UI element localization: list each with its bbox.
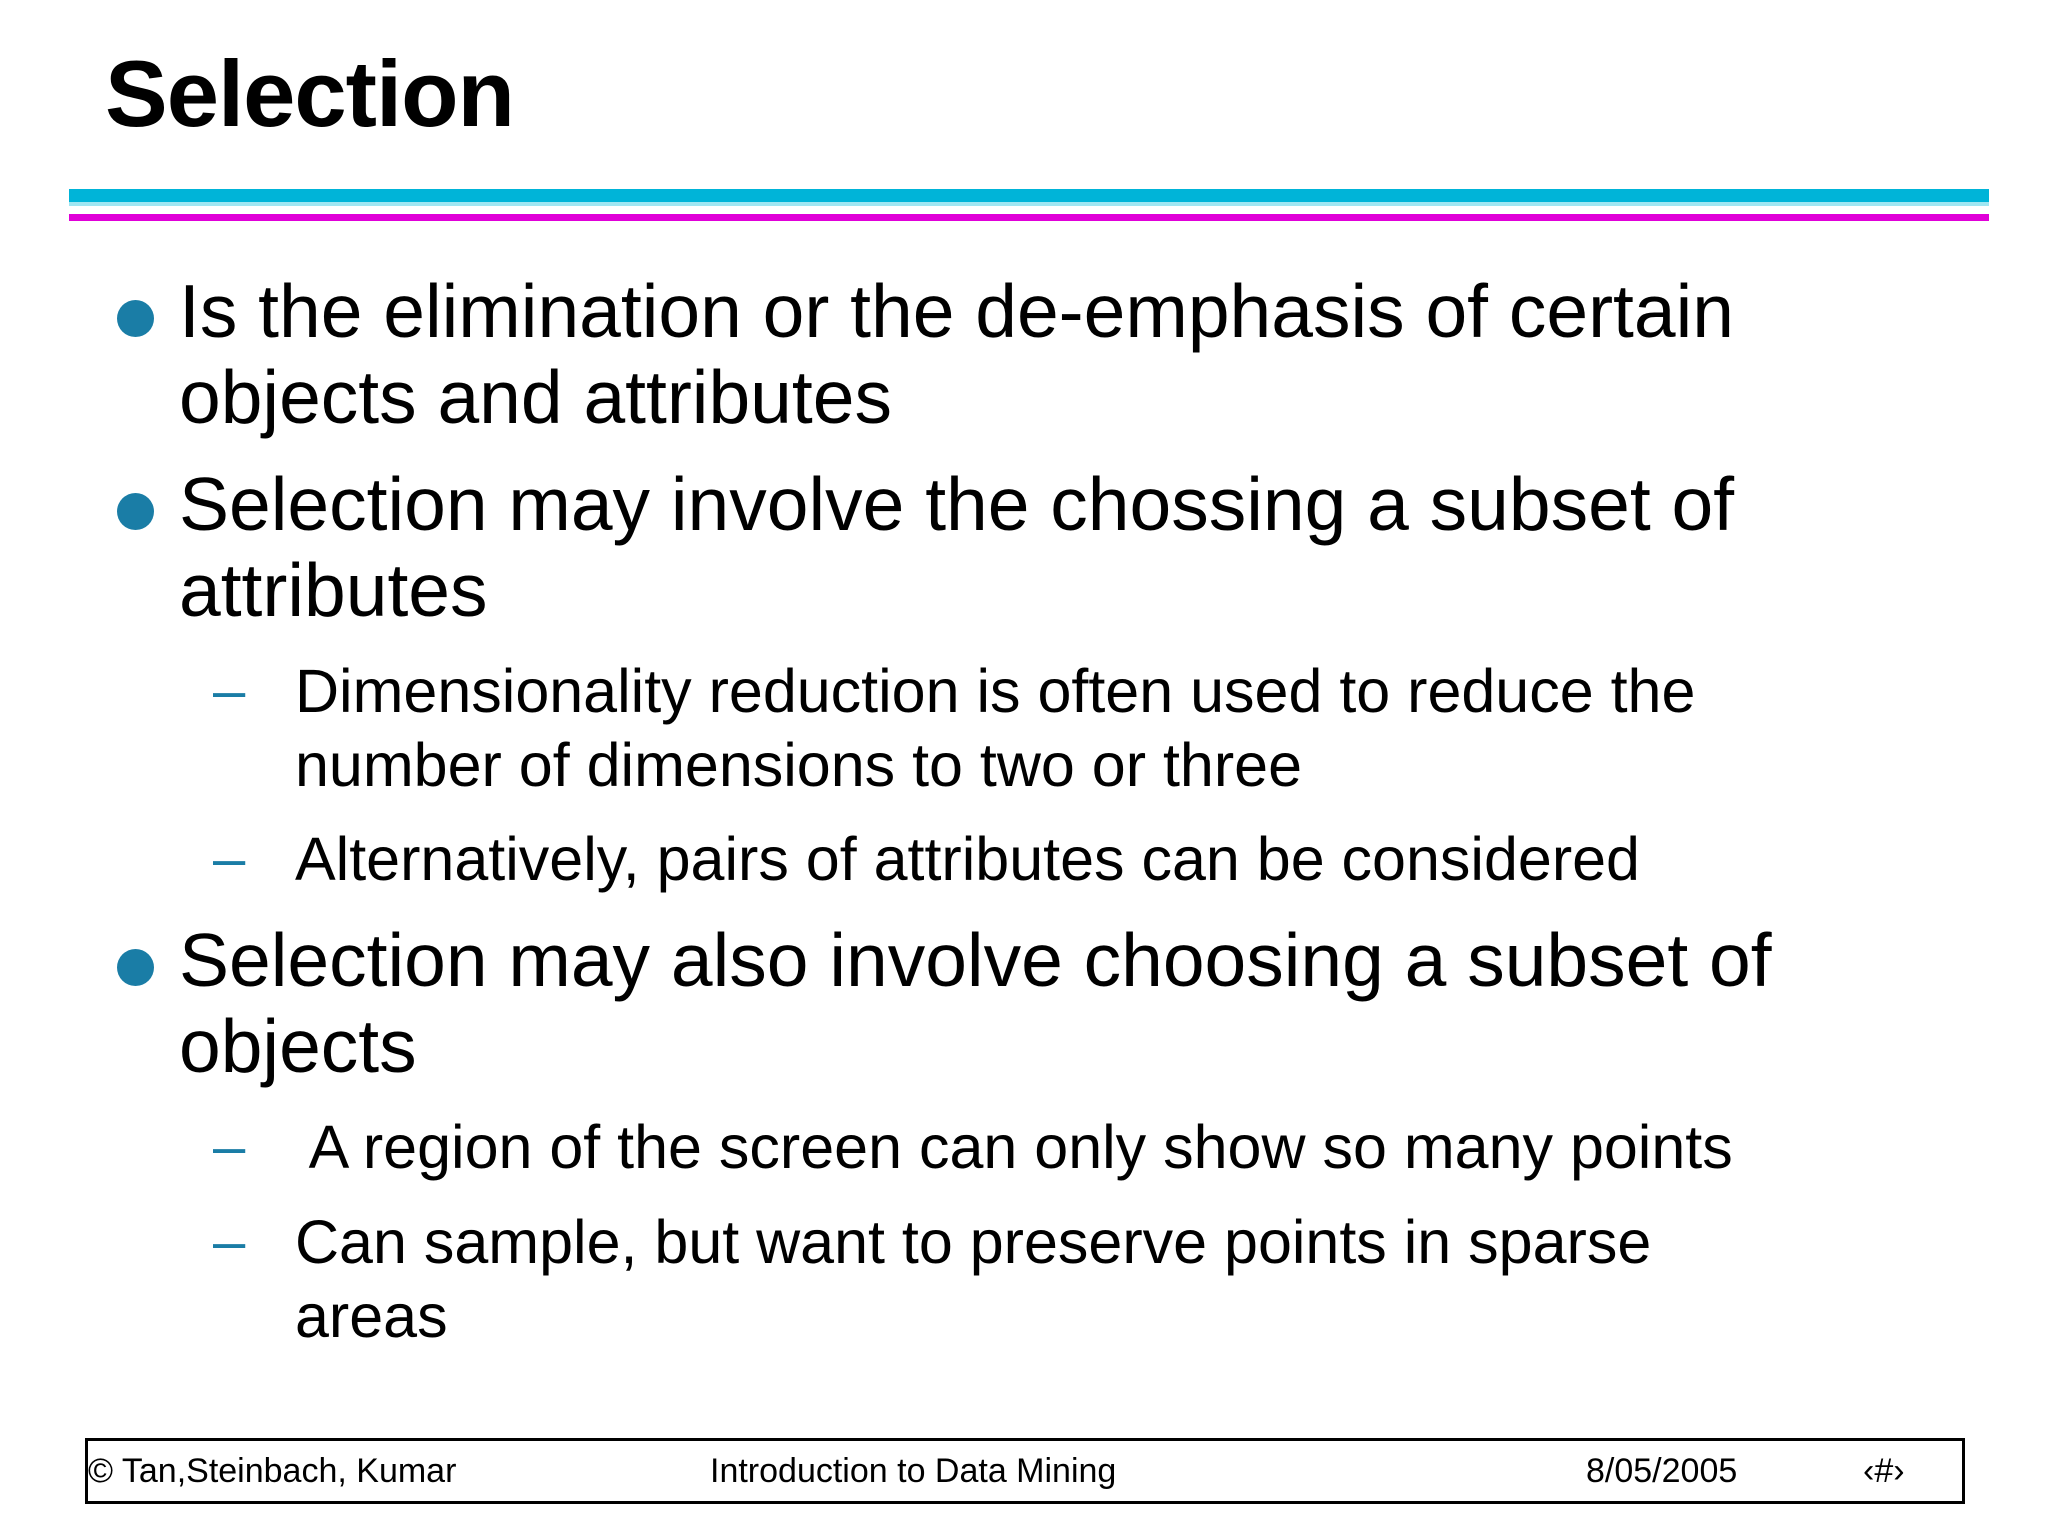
bullet-dot-icon xyxy=(117,949,154,986)
footer-date: 8/05/2005 xyxy=(1586,1452,1738,1490)
bullet-line: Selection may also involve choosing a subset of xyxy=(179,918,1772,1002)
title-rule-cyan-light xyxy=(69,202,1989,206)
bullet-dot-icon xyxy=(117,493,154,530)
bullet-line: objects and attributes xyxy=(179,355,892,439)
sub-bullet-line: A region of the screen can only show so many points xyxy=(295,1113,1733,1181)
bullet-line: objects xyxy=(179,1004,417,1088)
bullet-dot-icon xyxy=(117,300,154,337)
slide-title: Selection xyxy=(105,41,514,146)
title-rule-cyan xyxy=(69,189,1989,202)
sub-bullet-line: Can sample, but want to preserve points in sparse xyxy=(295,1208,1652,1276)
dash-marker-icon: – xyxy=(213,1114,246,1179)
sub-bullet-line: Dimensionality reduction is often used to reduce the xyxy=(295,657,1696,725)
sub-bullet-line: number of dimensions to two or three xyxy=(295,731,1303,799)
bullet-line: attributes xyxy=(179,548,488,632)
sub-bullet-line: areas xyxy=(295,1282,448,1350)
dash-marker-icon: – xyxy=(213,658,246,723)
bullet-line: Is the elimination or the de-emphasis of certain xyxy=(179,269,1734,353)
footer-course-title: Introduction to Data Mining xyxy=(710,1452,1117,1490)
footer-page-number: ‹#› xyxy=(1863,1452,1905,1490)
slide-footer xyxy=(85,1438,1965,1504)
sub-bullet-line: Alternatively, pairs of attributes can be considered xyxy=(295,825,1640,893)
dash-marker-icon: – xyxy=(213,1209,246,1274)
footer-copyright: © Tan,Steinbach, Kumar xyxy=(88,1452,457,1490)
dash-marker-icon: – xyxy=(213,826,246,891)
bullet-line: Selection may involve the chossing a subset of xyxy=(179,462,1735,546)
title-rule-magenta xyxy=(69,214,1989,221)
